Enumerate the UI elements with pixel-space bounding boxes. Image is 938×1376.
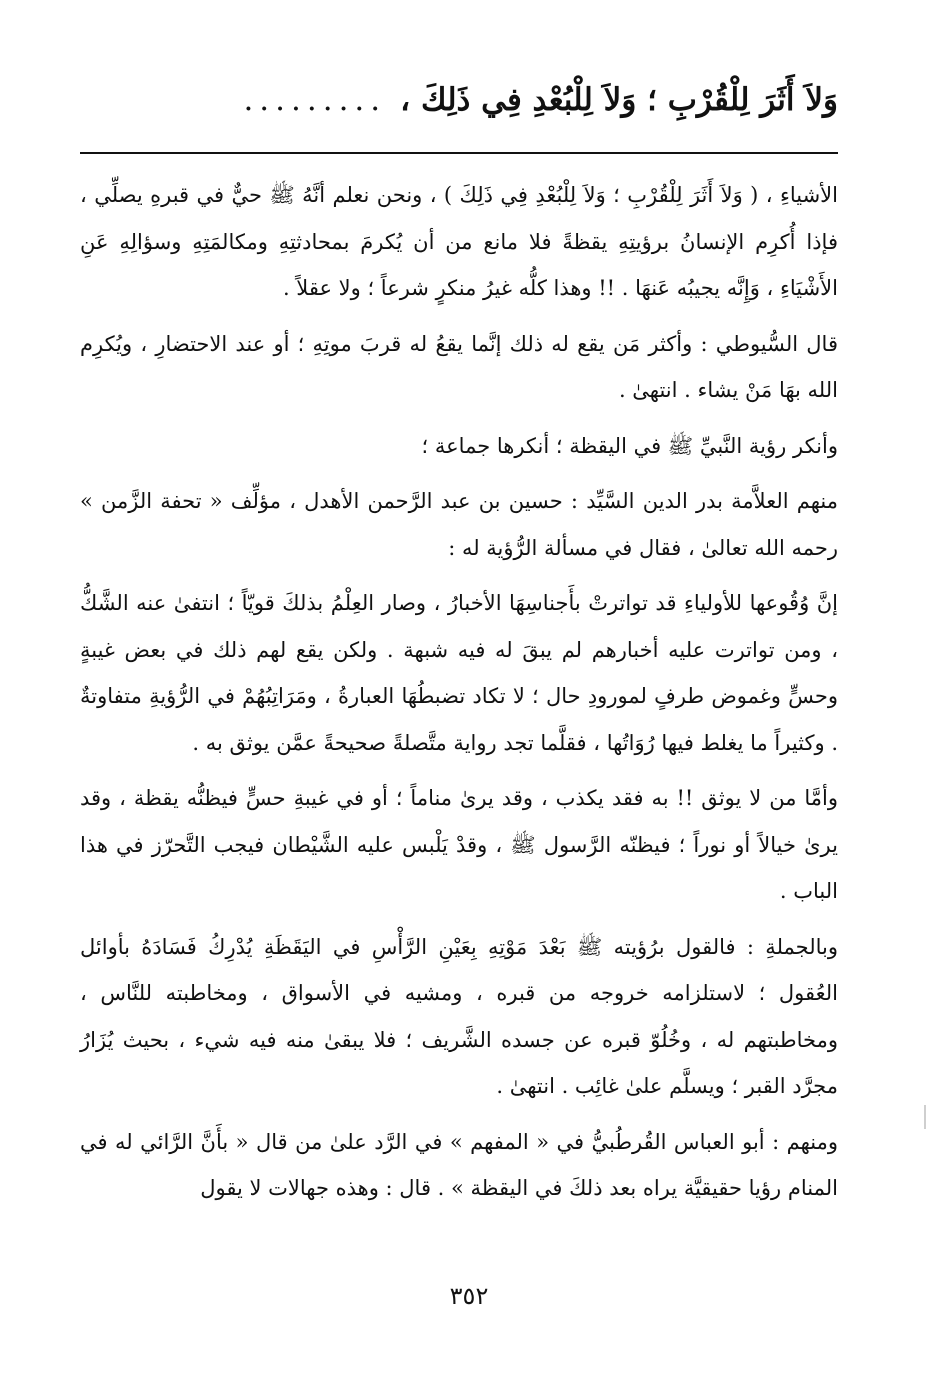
paragraph-6: وأمَّا من لا يوثق !! به فقد يكذب ، وقد يرىٰ مناماً ؛ أو في غيبةِ حسٍّ فيظنُّه يقظة ، وقد يرىٰ خيالاً أو نوراً ؛ فيظنّه الرَّسول ﷺ ، وقدْ يَلْبس عليه الشَّيْطان فيجب التَّحرّز في هذا الباب . (80, 786, 838, 903)
paragraph-4: منهم العلاَّمة بدر الدين السَّيِّد : حسين بن عبد الرَّحمن الأهدل ، مؤلِّف « تحفة الزَّمن » رحمه الله تعالىٰ ، فقال في مسألة الرُّؤية له : (80, 489, 838, 560)
paragraph-1: الأشياءِ ، ( وَلاَ أَثَرَ لِلْقُرْبِ ؛ وَلاَ لِلْبُعْدِ فِي ذَلِكَ ) ، ونحن نعلم أنَّهُ ﷺ حيٌّ في قبرهِ يصلِّي ، فإذا أُكرِم الإنسانُ برؤيتِهِ يقظةً فلا مانع من أن يُكرمَ بمحادثتِهِ ومكالمَتِهِ وسؤالِهِ عَنِ الأَشْيَاءِ ، وَإِنَّه يجيبُه عَنهَا . !! وهذا كلُّه غيرُ منكرٍ شرعاً ؛ ولا عقلاً . (80, 183, 838, 300)
paragraph-2: قال السُّيوطي : وأكثر مَن يقع له ذلك إنَّما يقعُ له قربَ موتِهِ ؛ أو عند الاحتضارِ ، ويُكرِم الله بهَا مَنْ يشاء . انتهىٰ . (80, 331, 838, 402)
paragraph-3: وأنكر رؤية النَّبيِّ ﷺ في اليقظة ؛ أنكرها جماعة ؛ (421, 433, 838, 458)
paragraph-5: إنَّ وُقُوعها للأولياءِ قد تواترتْ بأَجناسِهَا الأخبارُ ، وصار العِلْمُ بذلكَ قويّاً ؛ انتفىٰ عنه الشَّكُّ ، ومن تواترت عليه أخبارهم لم يبقَ له فيه شبهة . ولكن يقع لهم ذلك في بعض غيبةٍ وحسٍّ وغموض طرفٍ لمورودِ حال ؛ لا تكاد تضبطُهَا العبارةُ ، ومَرَاتِبُهُمْ في الرُّؤيةِ متفاوتةٌ . وكثيراً ما يغلط فيها رُوَاتُها ، فقلَّما تجد رواية متَّصلةً صحيحةً عمَّن يوثق به . (80, 591, 838, 755)
scan-mark (924, 1105, 926, 1129)
header-rule (80, 152, 838, 154)
running-header-title: وَلاَ أَثَرَ لِلْقُرْبِ ؛ وَلاَ لِلْبُعْدِ فِي ذَلِكَ ، (400, 82, 838, 118)
paragraph-8: ومنهم : أبو العباس القُرطُبيُّ في « المفهم » في الرَّد علىٰ من قال « بأَنَّ الرَّائي له في المنام رؤيا حقيقيَّة يراه بعد ذلكَ في اليقظة » . قال : وهذه جهالات لا يقول (80, 1129, 838, 1200)
page-number: ٣٥٢ (449, 1282, 489, 1310)
running-header-dots: ......... (243, 82, 387, 118)
paragraph-7: وبالجملةِ : فالقول برُؤيته ﷺ بَعْدَ مَوْتِهِ بِعَيْنِ الرَّأْسِ في اليَقَظَةِ يُدْرِكُ فَسَادَهُ بأوائل العُقول ؛ لاستلزامه خروجه من قبره ، ومشيه في الأسواق ، ومخاطبته للنَّاس ، ومخاطبتهم له ، وخُلُوّ قبره عن جسده الشَّريف ؛ فلا يبقىٰ منه فيه شيء ، بحيث يُزَارُ مجرَّد القبر ؛ ويسلَّم علىٰ غائِب . انتهىٰ . (80, 934, 838, 1098)
body-text (80, 172, 838, 1212)
running-header (80, 72, 838, 128)
